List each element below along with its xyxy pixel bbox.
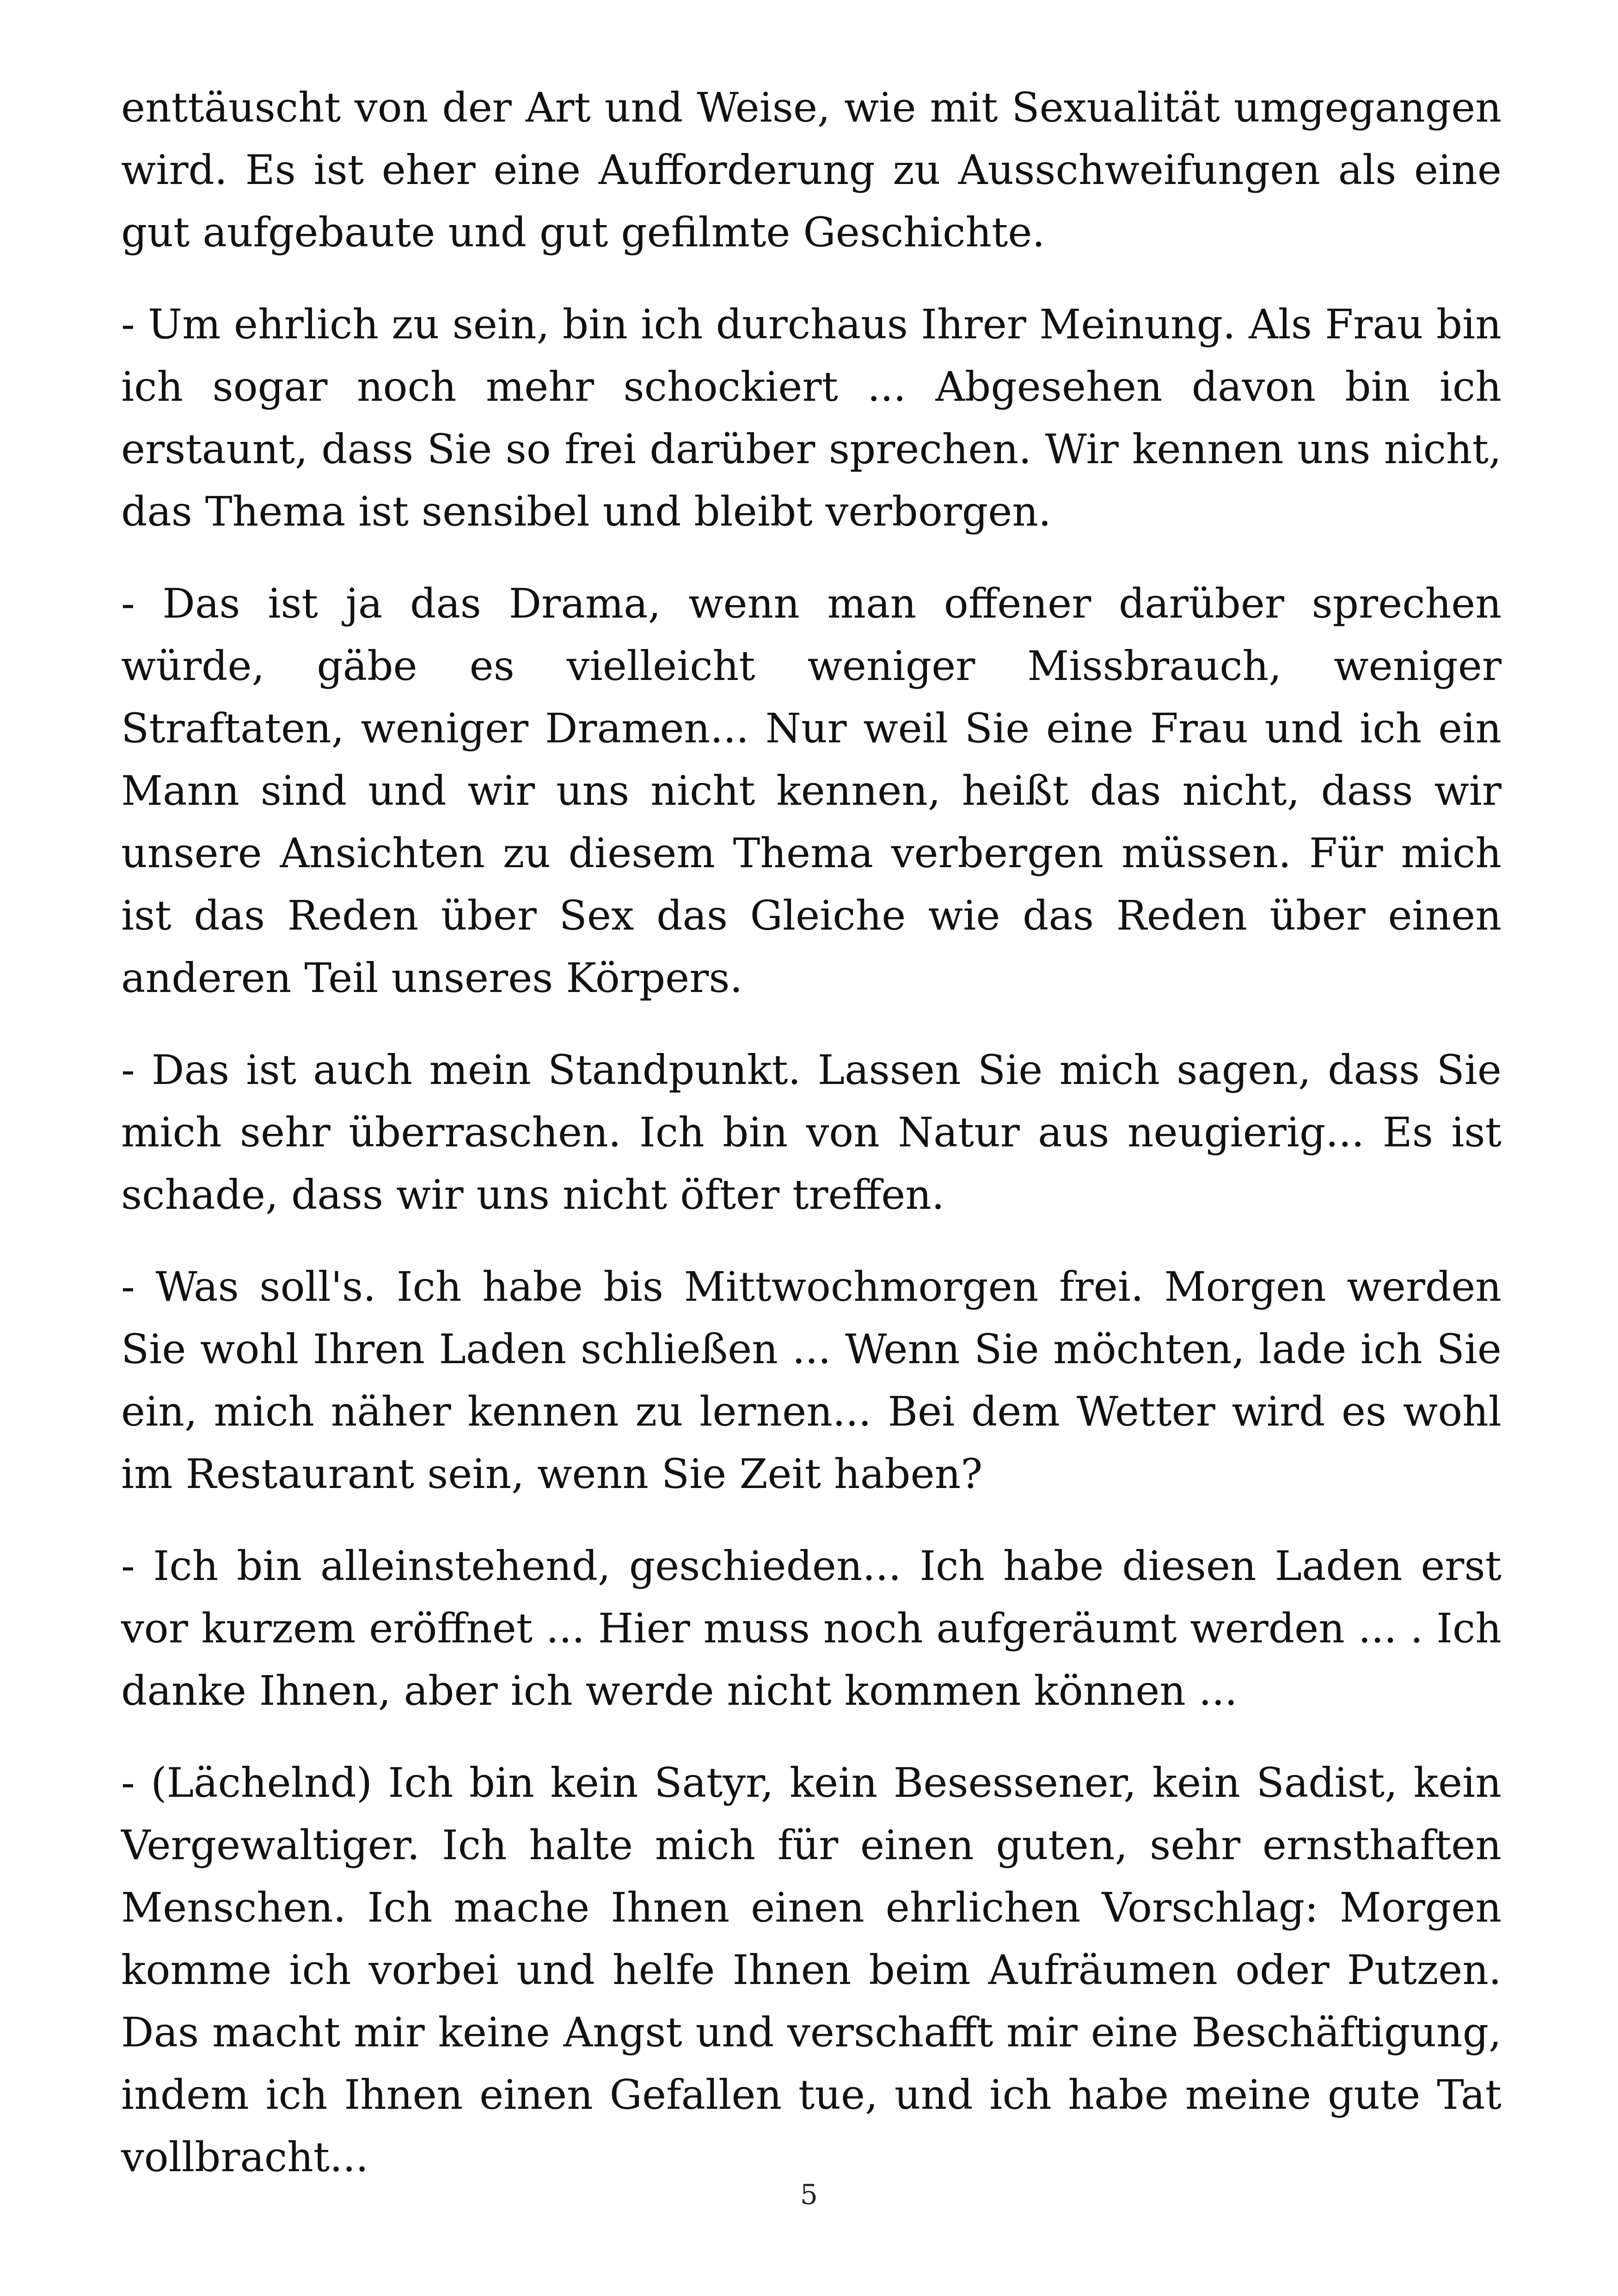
- paragraph-3: - Das ist ja das Drama, wenn man offener darüber sprechen würde, gäbe es vielleicht weniger Missbrauch, weniger Straftaten, weniger Dramen... Nur weil Sie eine Frau und ich ein Mann sind und wir uns nicht kennen, heißt das nicht, dass wir unsere Ansichten zu diesem Thema verbergen müssen. Für mich ist das Reden über Sex das Gleiche wie das Reden über einen anderen Teil unseres Körpers.: [121, 580, 1502, 1002]
- paragraph-7: - (Lächelnd) Ich bin kein Satyr, kein Besessener, kein Sadist, kein Vergewaltiger. Ich halte mich für einen guten, sehr ernsthaften Menschen. Ich mache Ihnen einen ehrlichen Vorschlag: Morgen komme ich vorbei und helfe Ihnen beim Aufräumen oder Putzen. Das macht mir keine Angst und verschafft mir eine Beschäftigung, indem ich Ihnen einen Gefallen tue, und ich habe meine gute Tat vollbracht...: [121, 1759, 1502, 2181]
- paragraph-1: enttäuscht von der Art und Weise, wie mit Sexualität umgegangen wird. Es ist eher eine Aufforderung zu Ausschweifungen als eine gut aufgebaute und gut gefilmte Geschichte.: [121, 84, 1502, 256]
- body-text: [121, 76, 1502, 2218]
- paragraph-2: - Um ehrlich zu sein, bin ich durchaus Ihrer Meinung. Als Frau bin ich sogar noch mehr schockiert ... Abgesehen davon bin ich erstaunt, dass Sie so frei darüber sprechen. Wir kennen uns nicht, das Thema ist sensibel und bleibt verborgen.: [121, 300, 1502, 535]
- paragraph-6: - Ich bin alleinstehend, geschieden... Ich habe diesen Laden erst vor kurzem eröffnet ... Hier muss noch aufgeräumt werden ... . Ich danke Ihnen, aber ich werde nicht kommen können ...: [121, 1542, 1502, 1714]
- paragraph-5: - Was soll's. Ich habe bis Mittwochmorgen frei. Morgen werden Sie wohl Ihren Laden schließen ... Wenn Sie möchten, lade ich Sie ein, mich näher kennen zu lernen... Bei dem Wetter wird es wohl im Restaurant sein, wenn Sie Zeit haben?: [121, 1263, 1502, 1498]
- page-number: 5: [800, 2179, 818, 2211]
- paragraph-4: - Das ist auch mein Standpunkt. Lassen Sie mich sagen, dass Sie mich sehr überraschen. Ich bin von Natur aus neugierig... Es ist schade, dass wir uns nicht öfter treffen.: [121, 1046, 1502, 1218]
